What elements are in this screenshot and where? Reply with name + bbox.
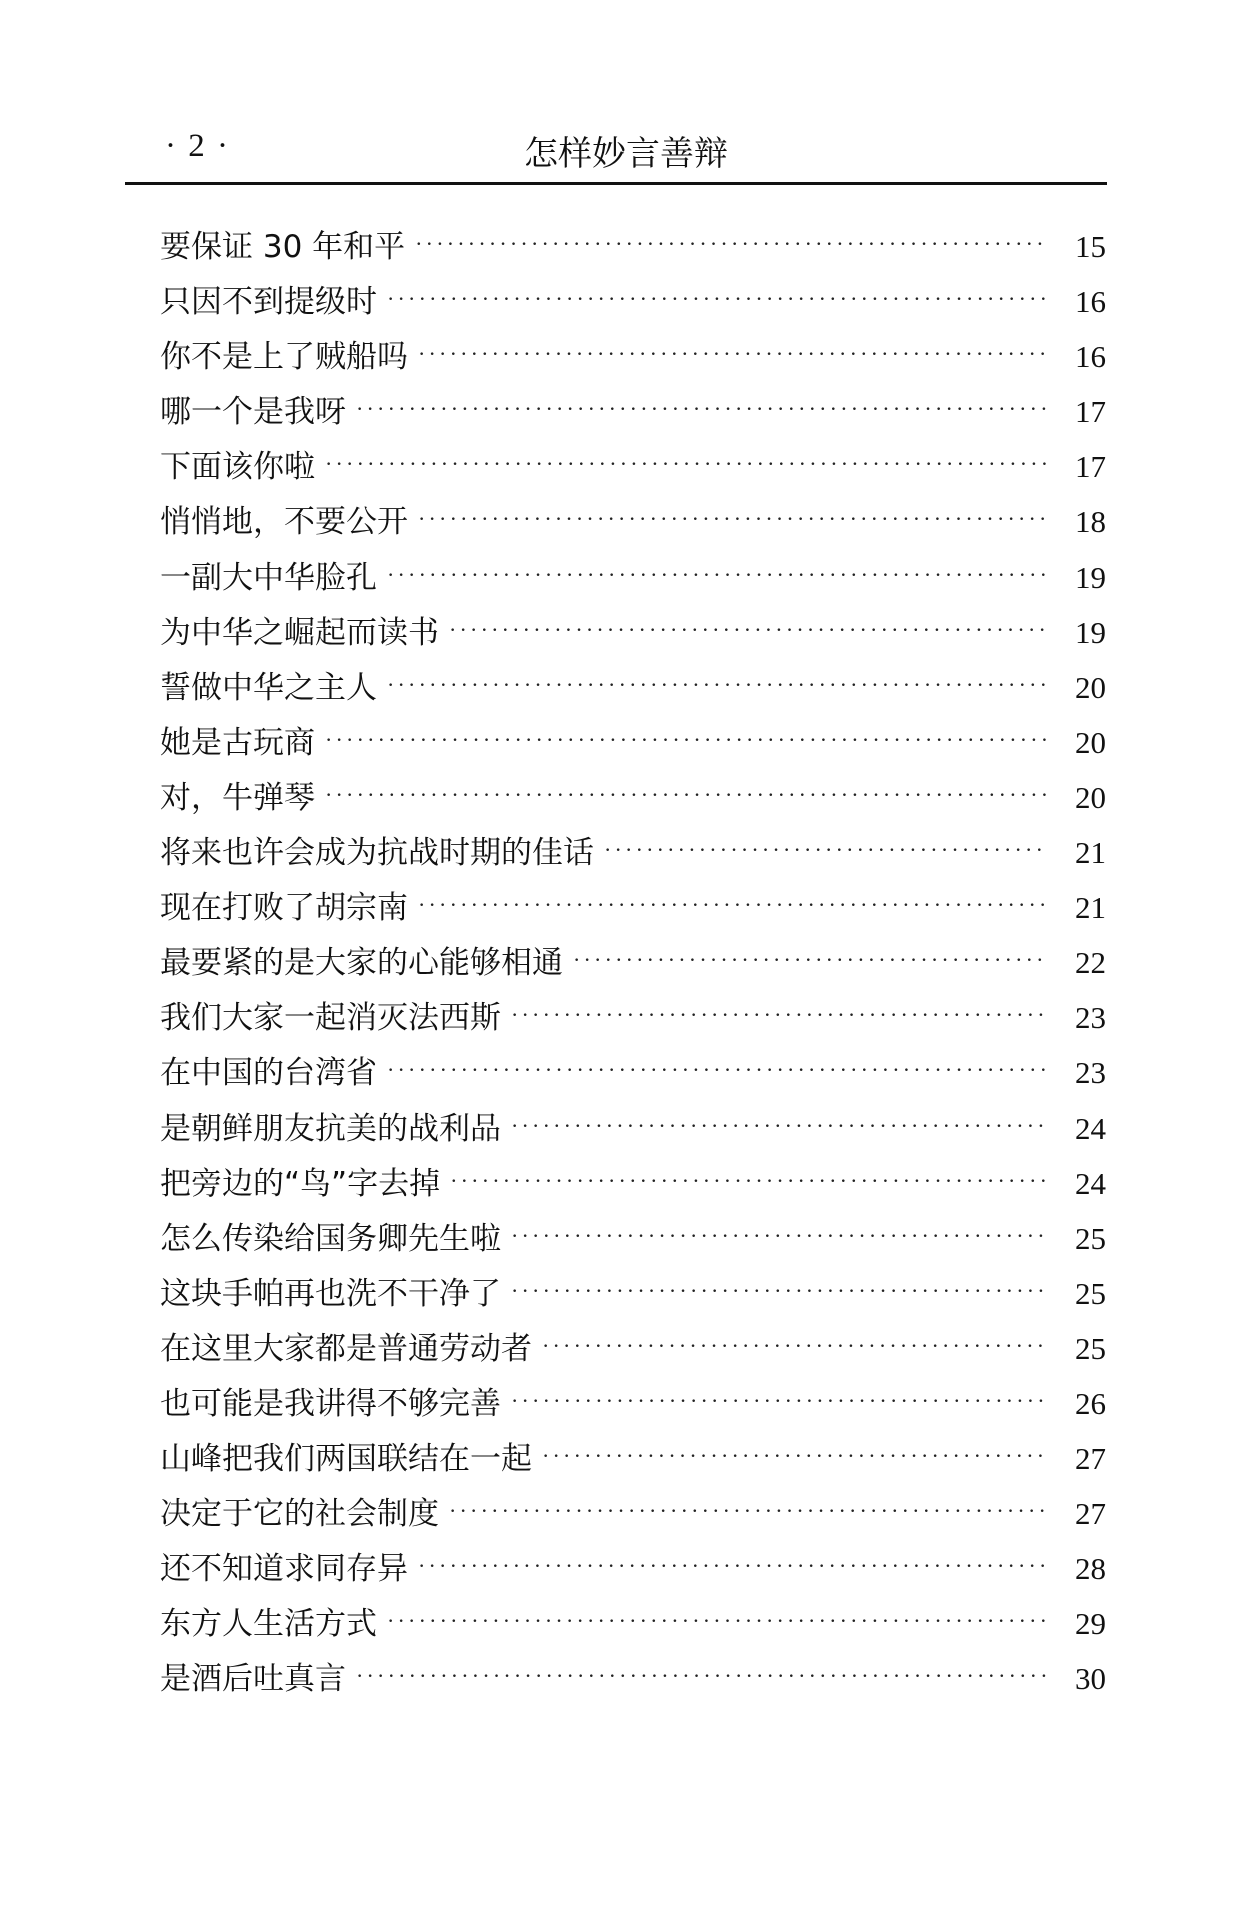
toc-entry[interactable] [160, 1486, 1106, 1541]
toc-entry-page: 21 [1075, 835, 1106, 871]
toc-entry-page: 27 [1075, 1441, 1106, 1477]
dot-leader [415, 216, 1048, 271]
dot-leader [387, 271, 1048, 326]
toc-entry-page: 23 [1075, 1055, 1106, 1091]
toc-entry-title: 是朝鲜朋友抗美的战利品 [160, 1110, 501, 1147]
toc-entry[interactable] [160, 1266, 1106, 1321]
running-title: 怎样妙言善辩 [524, 134, 728, 174]
toc-entry-title: 我们大家一起消灭法西斯 [160, 1000, 501, 1037]
toc-entry-title: 你不是上了贼船吗 [160, 339, 408, 376]
toc-entry-title: 一副大中华脸孔 [160, 559, 377, 596]
toc-entry-title: 这块手帕再也洗不干净了 [160, 1275, 501, 1312]
toc-entry-title: 只因不到提级时 [160, 284, 377, 321]
toc-entry[interactable] [160, 274, 1106, 329]
toc-entry-page: 21 [1075, 890, 1106, 926]
header-rule [125, 182, 1107, 185]
dot-leader [325, 767, 1048, 822]
toc-entry-page: 23 [1075, 1000, 1106, 1036]
toc-entry-page: 25 [1075, 1275, 1106, 1311]
toc-entry-page: 25 [1075, 1330, 1106, 1366]
toc-entry-page: 19 [1075, 614, 1106, 650]
toc-entry-page: 15 [1075, 229, 1106, 264]
toc-entry[interactable] [160, 494, 1106, 549]
toc-entry[interactable] [160, 439, 1106, 494]
dot-leader [418, 491, 1048, 546]
toc-entry-title: 哪一个是我呀 [160, 394, 346, 431]
toc-entry-title: 她是古玩商 [160, 724, 315, 761]
toc-entry[interactable] [160, 550, 1106, 605]
toc-entry[interactable] [160, 329, 1106, 384]
toc-entry-page: 28 [1075, 1551, 1106, 1587]
toc-entry-page: 17 [1075, 449, 1106, 485]
toc-entry-title: 怎么传染给国务卿先生啦 [160, 1220, 501, 1257]
toc-entry[interactable] [160, 990, 1106, 1045]
toc-entry[interactable] [160, 1431, 1106, 1486]
page-number: · 2 · [165, 128, 230, 164]
table-of-contents [160, 219, 1106, 1707]
toc-entry-title: 是酒后吐真言 [160, 1661, 346, 1698]
dot-leader [542, 1428, 1048, 1483]
toc-entry[interactable] [160, 1651, 1106, 1706]
toc-entry-title: 把旁边的“鸟”字去掉 [160, 1165, 441, 1202]
dot-leader [511, 1373, 1048, 1428]
toc-entry[interactable] [160, 880, 1106, 935]
toc-entry-title: 最要紧的是大家的心能够相通 [160, 945, 563, 982]
dot-leader [449, 1483, 1048, 1538]
toc-entry[interactable] [160, 1156, 1106, 1211]
dot-leader [418, 877, 1048, 932]
toc-entry[interactable] [160, 219, 1106, 274]
dot-leader [325, 712, 1048, 767]
dot-leader [450, 1153, 1048, 1208]
dot-leader [418, 326, 1048, 381]
toc-entry-page: 16 [1075, 339, 1106, 375]
dot-leader [387, 547, 1048, 602]
dot-leader [604, 822, 1048, 877]
toc-entry-title: 决定于它的社会制度 [160, 1496, 439, 1533]
toc-entry-title: 在中国的台湾省 [160, 1055, 377, 1092]
toc-entry[interactable] [160, 384, 1106, 439]
toc-entry-title: 将来也许会成为抗战时期的佳话 [160, 835, 594, 872]
toc-entry-page: 24 [1075, 1110, 1106, 1146]
toc-entry[interactable] [160, 825, 1106, 880]
toc-entry-page: 29 [1075, 1606, 1106, 1642]
toc-entry[interactable] [160, 605, 1106, 660]
toc-entry-page: 27 [1075, 1496, 1106, 1532]
toc-entry-page: 20 [1075, 669, 1106, 705]
toc-entry-page: 24 [1075, 1165, 1106, 1201]
dot-leader [542, 1318, 1048, 1373]
dot-leader [511, 987, 1048, 1042]
dot-leader [356, 1648, 1048, 1703]
dot-leader [387, 1593, 1048, 1648]
toc-entry-page: 20 [1075, 724, 1106, 760]
page-header [125, 120, 1107, 180]
toc-entry-page: 19 [1075, 559, 1106, 595]
toc-entry[interactable] [160, 715, 1106, 770]
toc-entry-title: 下面该你啦 [160, 449, 315, 486]
toc-entry-title: 为中华之崛起而读书 [160, 614, 439, 651]
dot-leader [387, 1042, 1048, 1097]
toc-entry-title: 要保证 30 年和平 [160, 229, 406, 265]
toc-entry[interactable] [160, 1596, 1106, 1651]
toc-entry-title: 也可能是我讲得不够完善 [160, 1385, 501, 1422]
toc-entry-title: 悄悄地，不要公开 [160, 504, 408, 541]
toc-entry-title: 在这里大家都是普通劳动者 [160, 1330, 532, 1367]
dot-leader [325, 436, 1048, 491]
toc-entry-page: 18 [1075, 504, 1106, 540]
toc-entry[interactable] [160, 1321, 1106, 1376]
toc-entry[interactable] [160, 1211, 1106, 1266]
toc-entry[interactable] [160, 1101, 1106, 1156]
toc-entry-title: 东方人生活方式 [160, 1606, 377, 1643]
toc-entry[interactable] [160, 660, 1106, 715]
dot-leader [356, 381, 1048, 436]
dot-leader [449, 602, 1048, 657]
toc-entry[interactable] [160, 1541, 1106, 1596]
toc-entry-title: 山峰把我们两国联结在一起 [160, 1441, 532, 1478]
toc-entry[interactable] [160, 935, 1106, 990]
dot-leader [573, 932, 1048, 987]
dot-leader [511, 1208, 1048, 1263]
toc-entry-page: 30 [1075, 1661, 1106, 1697]
toc-entry-page: 16 [1075, 284, 1106, 320]
toc-entry-title: 还不知道求同存异 [160, 1551, 408, 1588]
toc-entry-title: 现在打败了胡宗南 [160, 890, 408, 927]
toc-entry-page: 17 [1075, 394, 1106, 430]
toc-entry[interactable] [160, 770, 1106, 825]
dot-leader [418, 1538, 1048, 1593]
dot-leader [511, 1263, 1048, 1318]
toc-entry[interactable] [160, 1376, 1106, 1431]
dot-leader [387, 657, 1048, 712]
toc-entry-page: 26 [1075, 1385, 1106, 1421]
toc-entry-page: 20 [1075, 779, 1106, 815]
toc-entry[interactable] [160, 1045, 1106, 1100]
dot-leader [511, 1098, 1048, 1153]
toc-entry-title: 誓做中华之主人 [160, 669, 377, 706]
toc-entry-page: 22 [1075, 945, 1106, 981]
toc-entry-page: 25 [1075, 1220, 1106, 1256]
toc-entry-title: 对，牛弹琴 [160, 779, 315, 816]
